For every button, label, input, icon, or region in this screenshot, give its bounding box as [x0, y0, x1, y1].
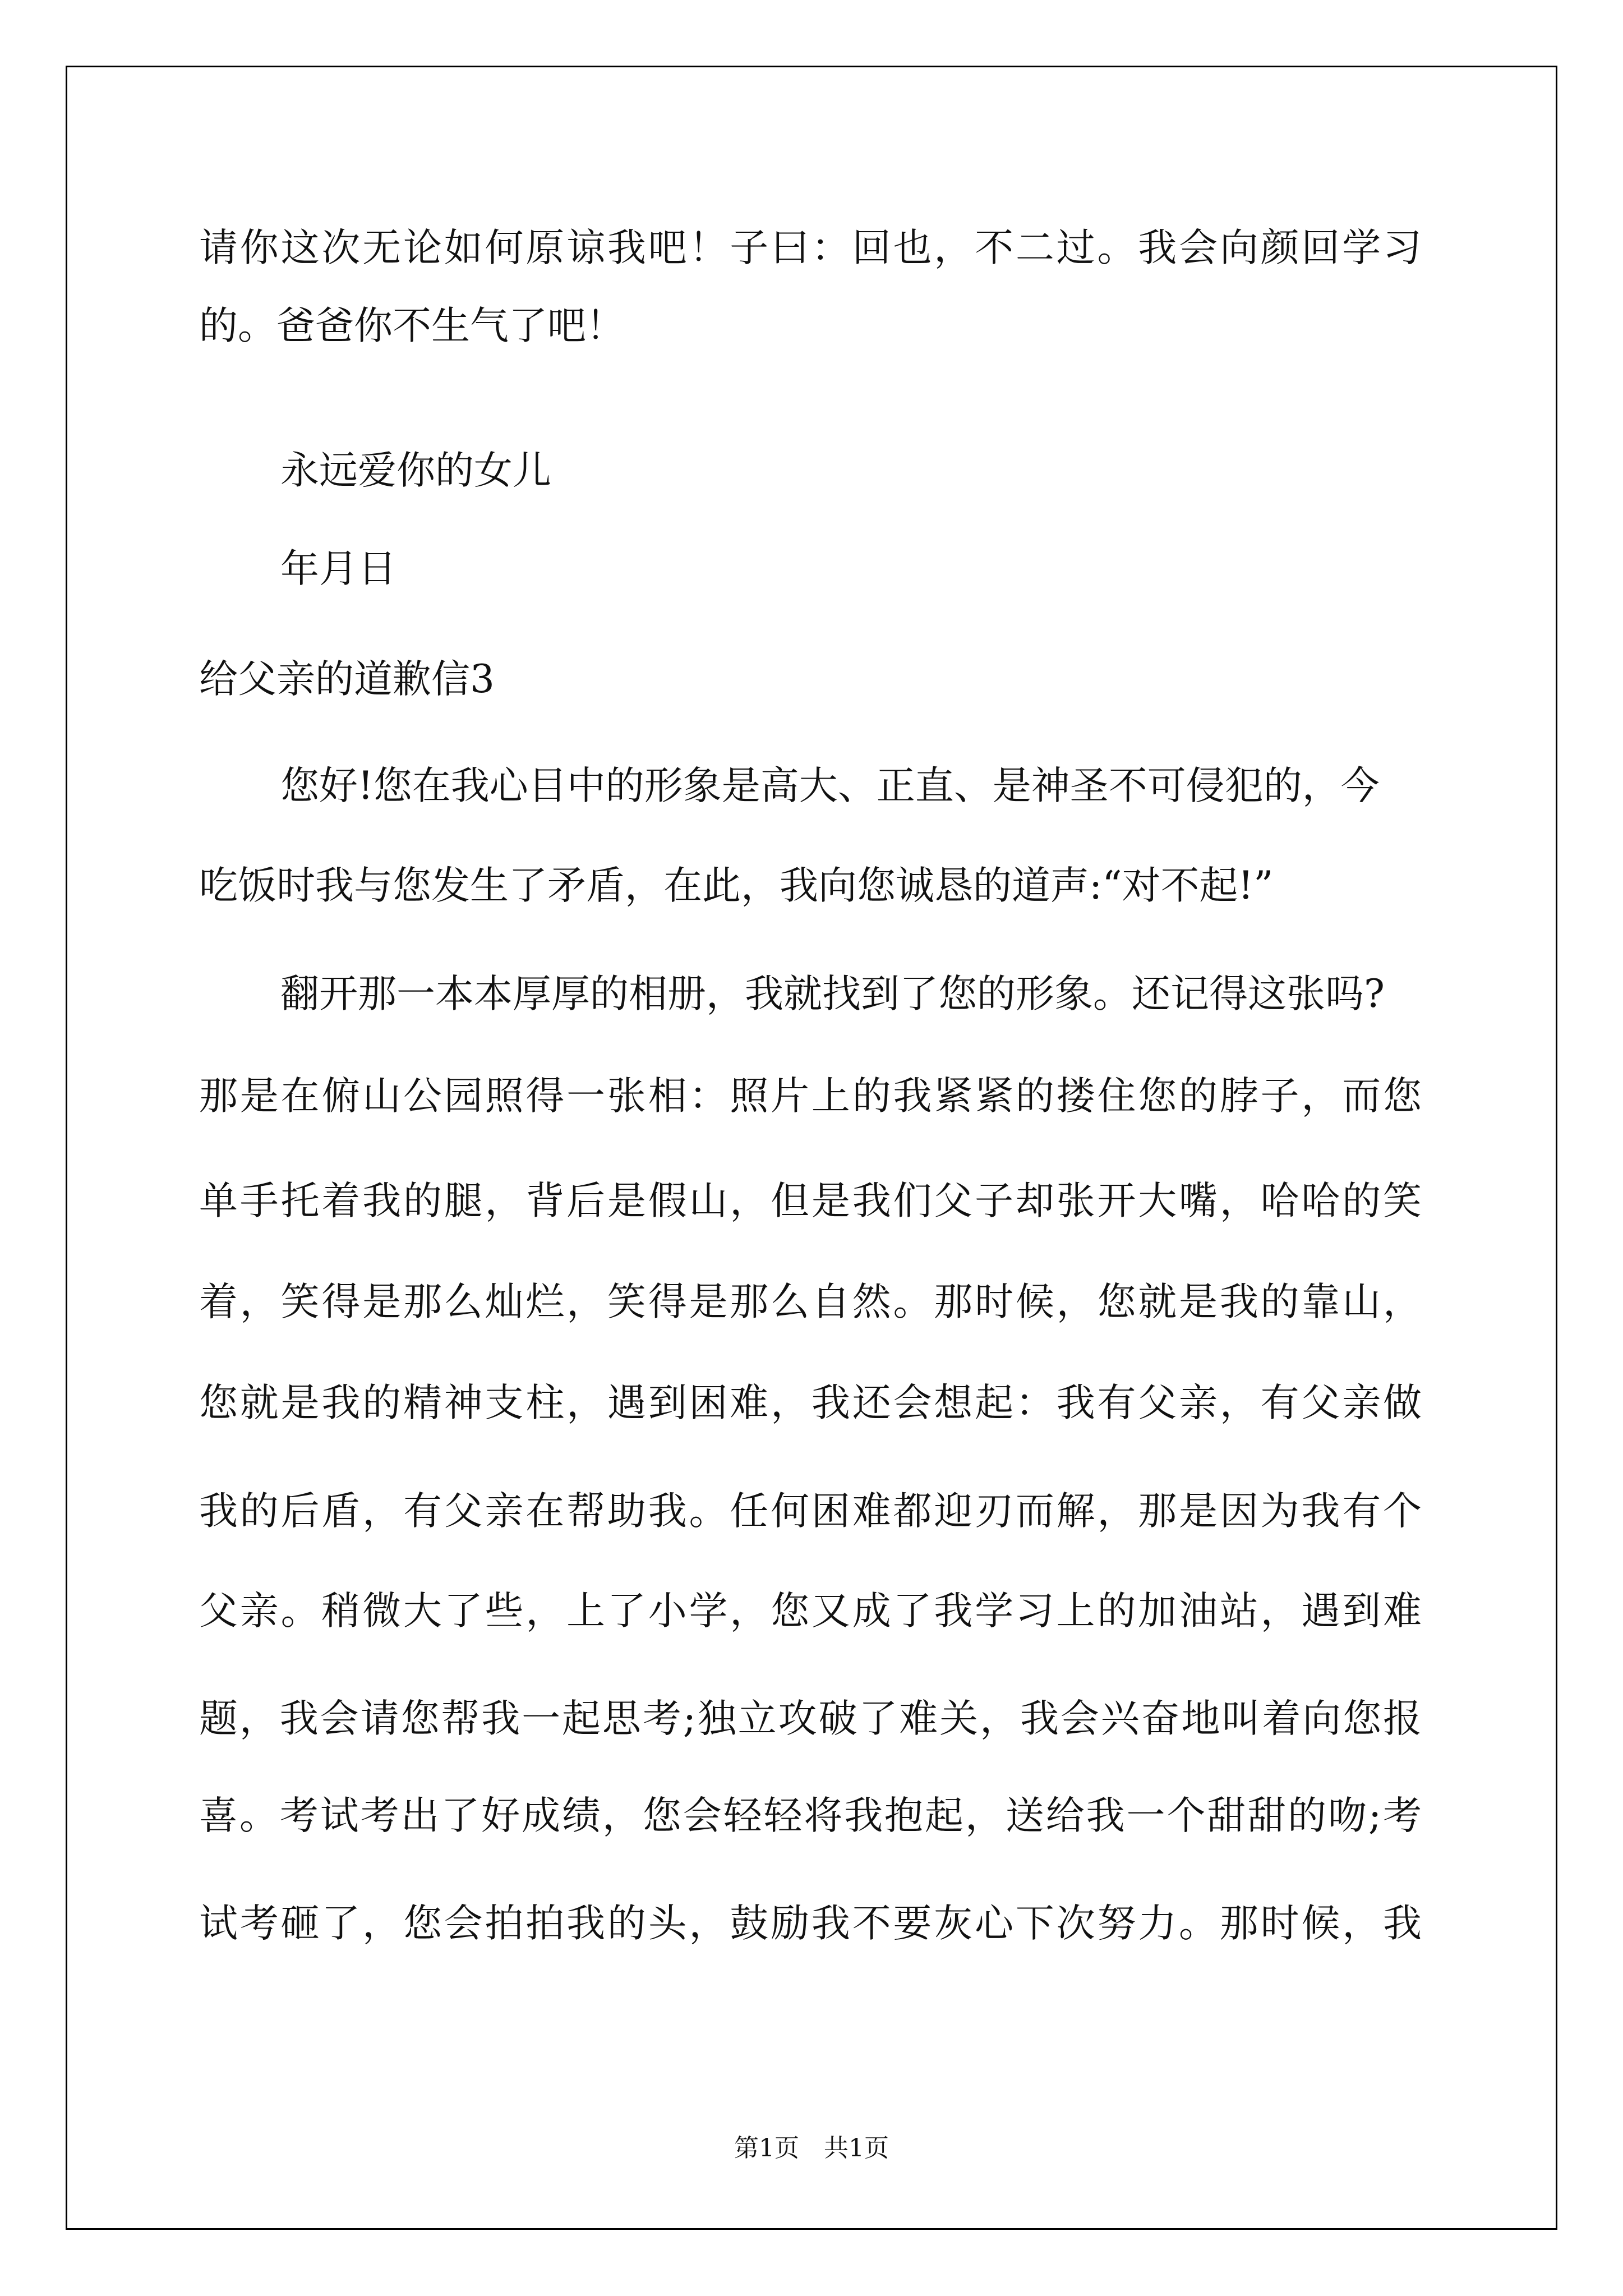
paragraph-line: 的。爸爸你不生气了吧！: [199, 303, 625, 348]
paragraph-line: 单手托着我的腿，背后是假山，但是我们父子却张开大嘴，哈哈的笑: [199, 1179, 1422, 1223]
paragraph-line: 我的后盾，有父亲在帮助我。任何困难都迎刃而解，那是因为我有个: [199, 1489, 1422, 1534]
paragraph-line: 喜。考试考出了好成绩，您会轻轻将我抱起，送给我一个甜甜的吻;考: [199, 1793, 1422, 1838]
letter-title: 给父亲的道歉信3: [199, 657, 495, 702]
paragraph-line: 题，我会请您帮我一起思考;独立攻破了难关，我会兴奋地叫着向您报: [199, 1696, 1422, 1741]
page-footer: [0, 2128, 1623, 2164]
paragraph-line: 请你这次无论如何原谅我吧！子曰：回也，不二过。我会向颜回学习: [199, 226, 1422, 270]
date-line: 年月日: [280, 546, 396, 591]
page-total: 共1页: [824, 2134, 889, 2162]
signature-line: 永远爱你的女儿: [280, 448, 551, 493]
paragraph-line: 您就是我的精神支柱，遇到困难，我还会想起：我有父亲，有父亲做: [199, 1381, 1422, 1425]
paragraph-line: 那是在俯山公园照得一张相：照片上的我紧紧的搂住您的脖子，而您: [199, 1074, 1422, 1119]
paragraph-line: 您好!您在我心目中的形象是高大、正直、是神圣不可侵犯的，今: [280, 763, 1380, 808]
paragraph-line: 父亲。稍微大了些，上了小学，您又成了我学习上的加油站，遇到难: [199, 1589, 1422, 1634]
page-number: 第1页: [734, 2134, 799, 2162]
paragraph-line: 着，笑得是那么灿烂，笑得是那么自然。那时候，您就是我的靠山，: [199, 1280, 1422, 1324]
paragraph-line: 吃饭时我与您发生了矛盾，在此，我向您诚恳的道声:“对不起!”: [199, 863, 1274, 908]
paragraph-line: 翻开那一本本厚厚的相册，我就找到了您的形象。还记得这张吗?: [280, 972, 1385, 1016]
paragraph-line: 试考砸了，您会拍拍我的头，鼓励我不要灰心下次努力。那时候，我: [199, 1901, 1422, 1946]
